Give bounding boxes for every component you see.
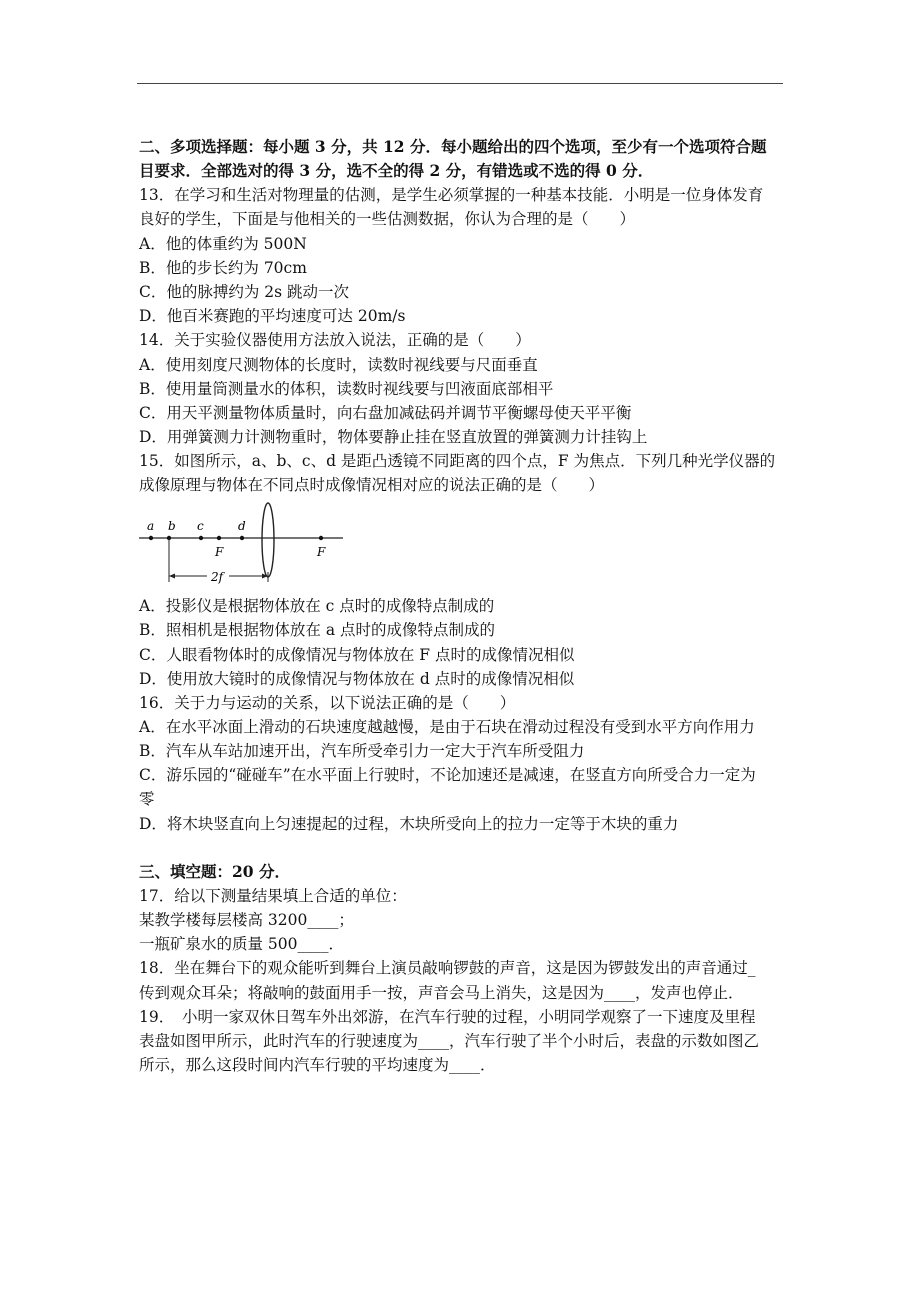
q13-option-a: A．他的体重约为 500N bbox=[139, 235, 307, 253]
q14-option-a: A．使用刻度尺测物体的长度时，读数时视线要与尺面垂直 bbox=[139, 356, 538, 374]
q13-option-b: B．他的步长约为 70cm bbox=[139, 259, 307, 277]
q16-option-d: D．将木块竖直向上匀速提起的过程，木块所受向上的拉力一定等于木块的重力 bbox=[139, 815, 679, 833]
q15-option-b: B．照相机是根据物体放在 a 点时的成像特点制成的 bbox=[139, 621, 495, 639]
q13-option-d: D．他百米赛跑的平均速度可达 20m/s bbox=[139, 307, 406, 325]
point-c-dot bbox=[199, 536, 203, 540]
label-focus-right: F bbox=[317, 545, 326, 559]
q17-stem: 17．给以下测量结果填上合适的单位： bbox=[139, 887, 407, 905]
q13-option-c: C．他的脉搏约为 2s 跳动一次 bbox=[139, 283, 350, 301]
focus-left-dot bbox=[217, 536, 221, 540]
label-c: c bbox=[197, 519, 204, 533]
convex-lens bbox=[262, 503, 274, 577]
q19-line3: 所示，那么这段时间内汽车行驶的平均速度为____． bbox=[139, 1056, 496, 1074]
q19-line2: 表盘如图甲所示，此时汽车的行驶速度为____，汽车行驶了半个小时后，表盘的示数如图乙 bbox=[139, 1032, 760, 1050]
q15-option-a: A．投影仪是根据物体放在 c 点时的成像特点制成的 bbox=[139, 597, 495, 615]
q13-stem-line2: 良好的学生，下面是与他相关的一些估测数据，你认为合理的是（ ） bbox=[139, 210, 636, 228]
lens-diagram bbox=[137, 502, 349, 586]
point-a-dot bbox=[149, 536, 153, 540]
q14-option-c: C．用天平测量物体质量时，向右盘加减砝码并调节平衡螺母使天平平衡 bbox=[139, 404, 632, 422]
q16-option-b: B．汽车从车站加速开出，汽车所受牵引力一定大于汽车所受阻力 bbox=[139, 742, 585, 760]
focus-right-dot bbox=[319, 536, 323, 540]
q15-option-c: C．人眼看物体时的成像情况与物体放在 F 点时的成像情况相似 bbox=[139, 646, 575, 664]
q15-stem-line1: 15．如图所示，a、b、c、d 是距凸透镜不同距离的四个点，F 为焦点．下列几种光学仪器的 bbox=[139, 452, 776, 470]
header-rule bbox=[137, 83, 783, 84]
q17-line1: 某教学楼每层楼高 3200____； bbox=[139, 911, 354, 929]
section2-heading-line1: 二、多项选择题：每小题 3 分，共 12 分．每小题给出的四个选项，至少有一个选项符合题 bbox=[139, 137, 767, 156]
q16-stem: 16．关于力与运动的关系，以下说法正确的是（ ） bbox=[139, 694, 516, 712]
q16-option-c-cont: 零 bbox=[139, 790, 155, 808]
q18-line2: 传到观众耳朵；将敲响的鼓面用手一按，声音会马上消失，这是因为____，发声也停止． bbox=[139, 984, 744, 1002]
q19-line1: 19． 小明一家双休日驾车外出郊游，在汽车行驶的过程，小明同学观察了一下速度及里程 bbox=[139, 1008, 756, 1026]
q15-option-d: D．使用放大镜时的成像情况与物体放在 d 点时的成像情况相似 bbox=[139, 670, 575, 688]
q18-line1: 18．坐在舞台下的观众能听到舞台上演员敲响锣鼓的声音，这是因为锣鼓发出的声音通过_ bbox=[139, 959, 756, 977]
label-b: b bbox=[168, 519, 176, 533]
section3-heading: 三、填空题：20 分． bbox=[139, 862, 290, 881]
point-d-dot bbox=[240, 536, 244, 540]
section2-heading-line2: 目要求．全部选对的得 3 分，选不全的得 2 分，有错选或不选的得 0 分． bbox=[139, 161, 654, 180]
label-a: a bbox=[147, 519, 155, 533]
q15-stem-line2: 成像原理与物体在不同点时成像情况相对应的说法正确的是（ ） bbox=[139, 476, 605, 494]
label-d: d bbox=[238, 519, 246, 533]
q13-stem-line1: 13．在学习和生活对物理量的估测，是学生必须掌握的一种基本技能．小明是一位身体发育 bbox=[139, 186, 764, 204]
q16-option-c: C．游乐园的“碰碰车”在水平面上行驶时，不论加速还是减速，在竖直方向所受合力一定为 bbox=[139, 766, 756, 784]
q14-stem: 14．关于实验仪器使用方法放入说法，正确的是（ ） bbox=[139, 331, 531, 349]
q17-line2: 一瓶矿泉水的质量 500____． bbox=[139, 935, 345, 953]
label-2f: 2f bbox=[211, 570, 224, 584]
q16-option-a: A．在水平冰面上滑动的石块速度越越慢，是由于石块在滑动过程没有受到水平方向作用力 bbox=[139, 718, 755, 736]
q14-option-d: D．用弹簧测力计测物重时，物体要静止挂在竖直放置的弹簧测力计挂钩上 bbox=[139, 428, 648, 446]
dim-arrow-left bbox=[169, 574, 175, 579]
label-focus-left: F bbox=[215, 545, 224, 559]
q14-option-b: B．使用量筒测量水的体积，读数时视线要与凹液面底部相平 bbox=[139, 380, 554, 398]
